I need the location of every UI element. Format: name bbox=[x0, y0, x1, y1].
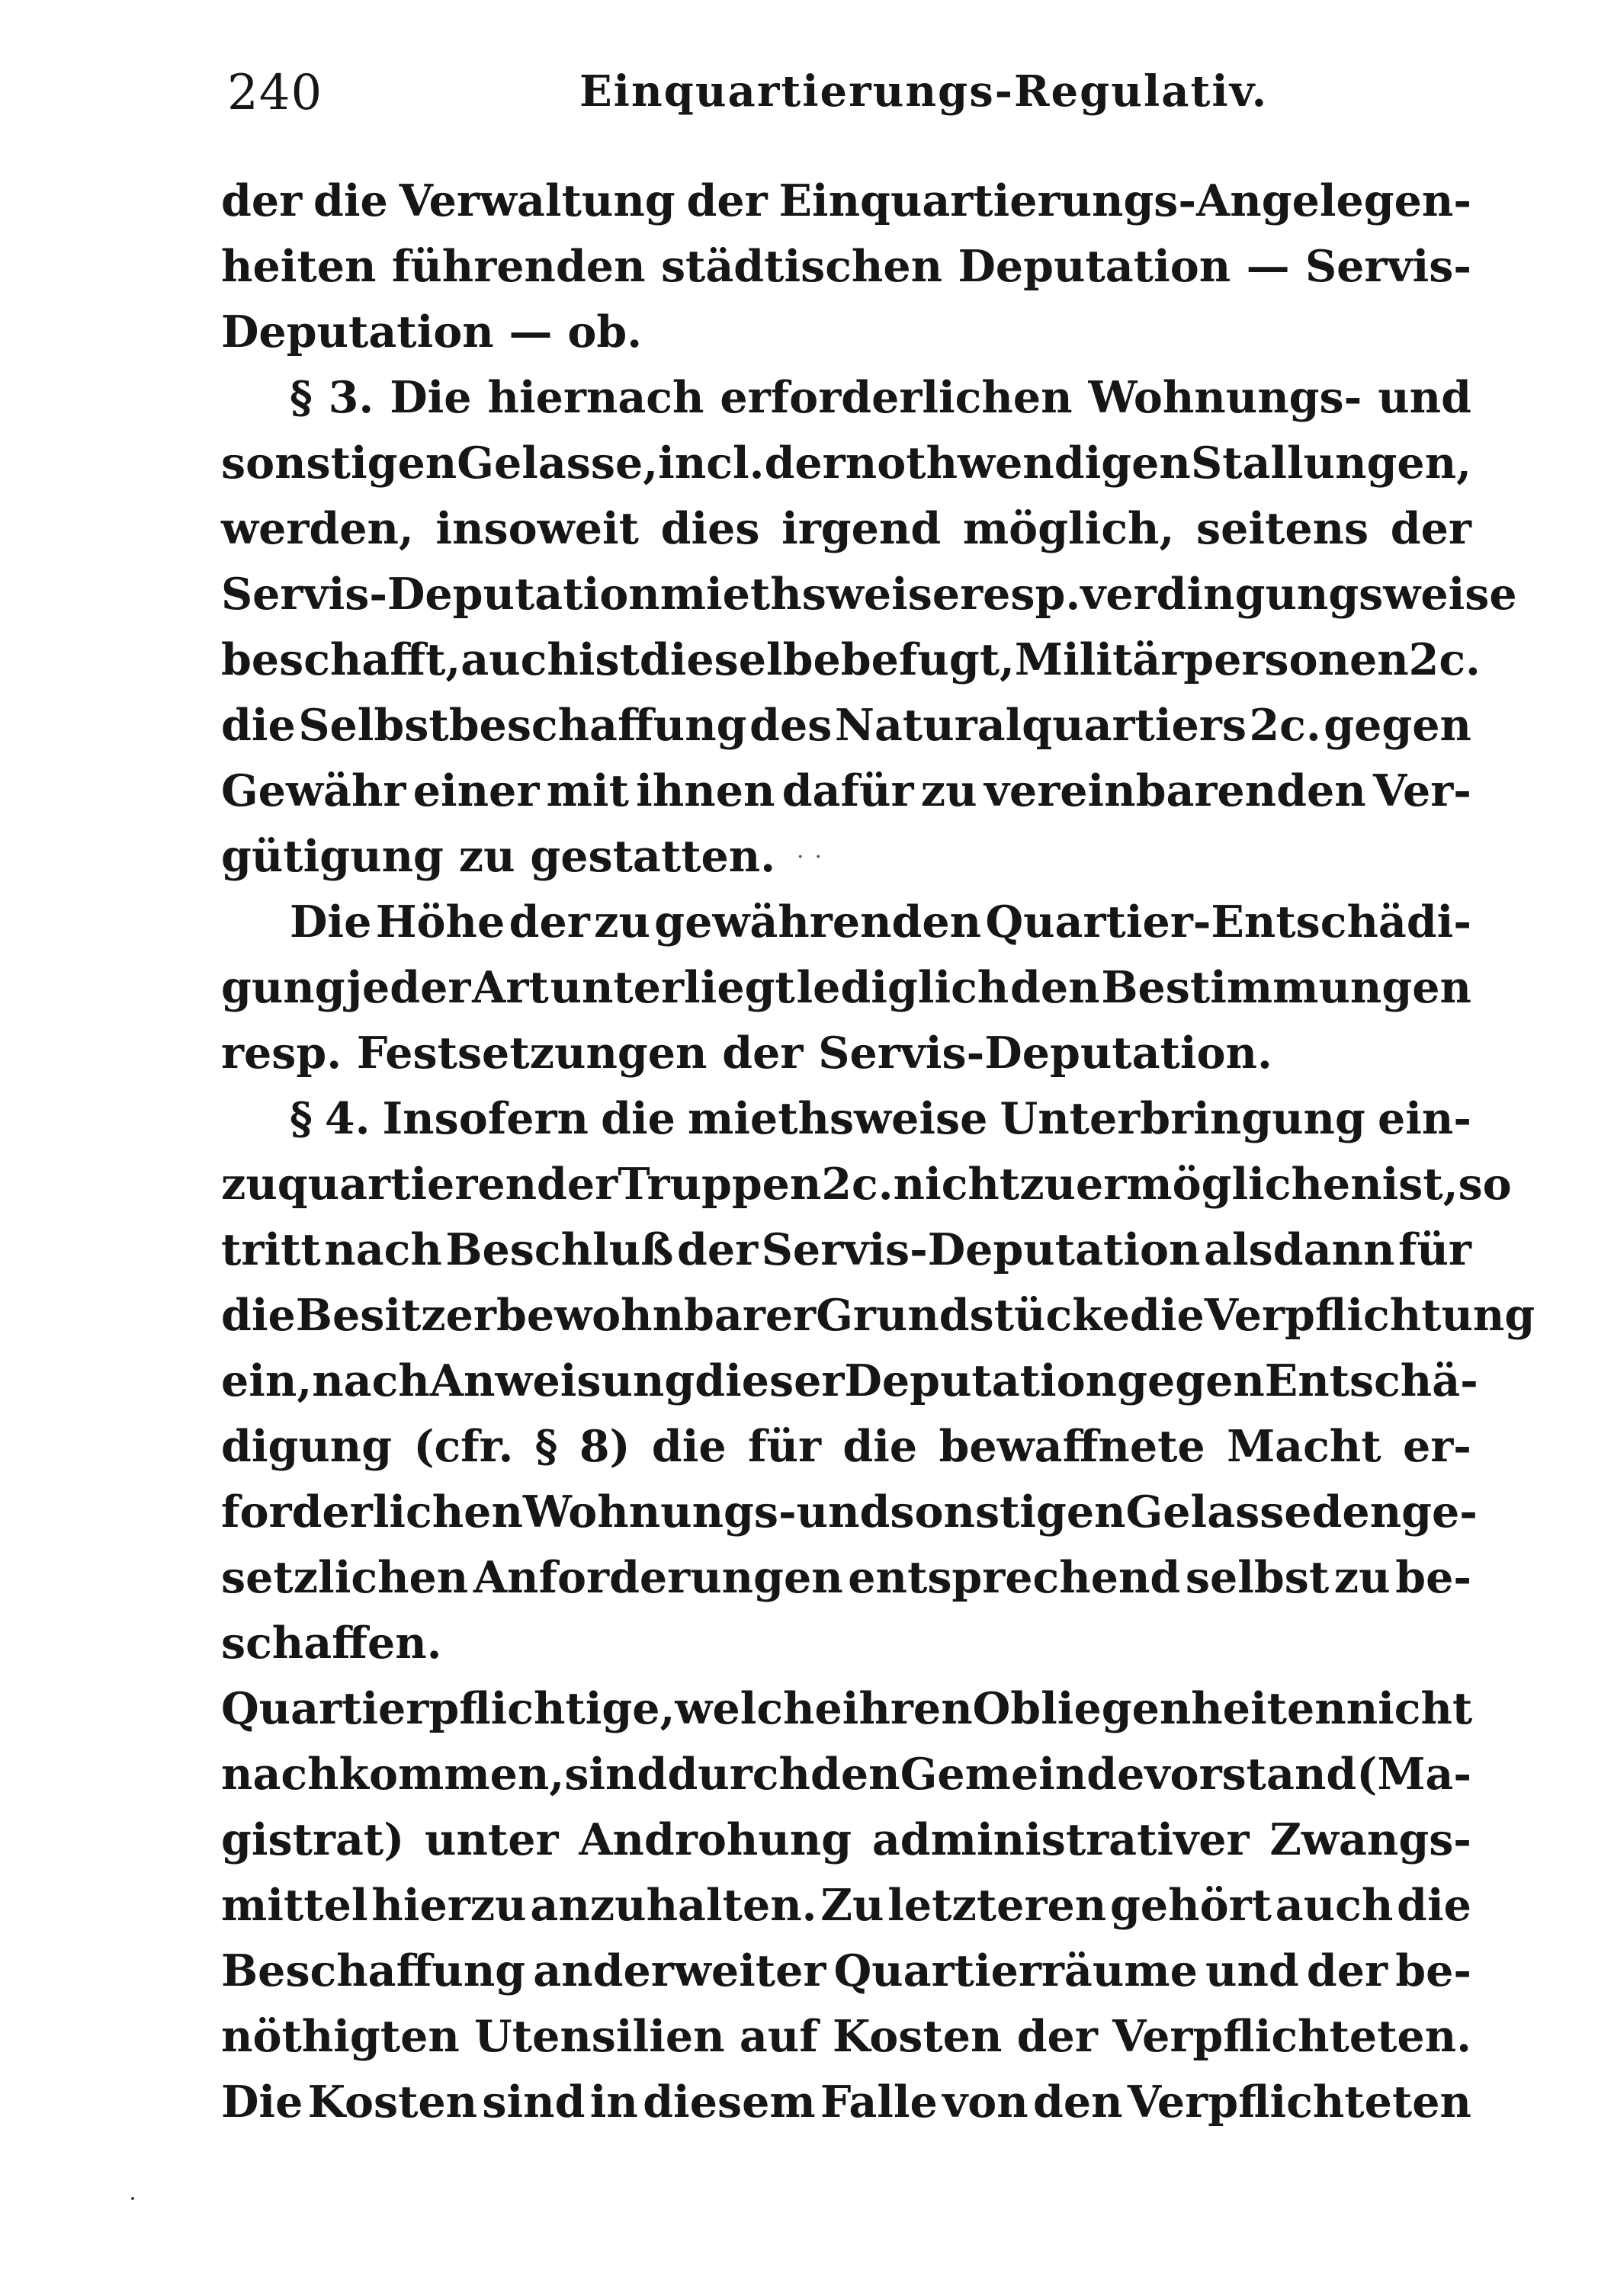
text-line: forderlichen Wohnungs- und sonstigen Gelasse den ge- bbox=[221, 1486, 1478, 1538]
text-line: die Besitzer bewohnbarer Grundstücke die Verpflichtung bbox=[221, 1290, 1535, 1341]
text-line: mittel hierzu anzuhalten. Zu letzteren gehört auch die bbox=[221, 1880, 1471, 1931]
text-line: Deputation — ob. bbox=[221, 306, 643, 358]
text-line: beschafft, auch ist dieselbe befugt, Militärpersonen 2c. bbox=[221, 634, 1481, 685]
page-number: 240 bbox=[227, 65, 323, 121]
text-line: ein, nach Anweisung dieser Deputation gegen Entschä- bbox=[221, 1355, 1478, 1406]
text-line: Beschaffung anderweiter Quartierräume und der be- bbox=[221, 1945, 1471, 1996]
stray-dots: ·· bbox=[797, 844, 833, 871]
text-line: digung (cfr. § 8) die für die bewaffnete Macht er- bbox=[221, 1421, 1471, 1472]
text-line: nachkommen, sind durch den Gemeindevorstand (Ma- bbox=[221, 1749, 1471, 1800]
text-line: tritt nach Beschluß der Servis-Deputation alsdann für bbox=[221, 1224, 1471, 1275]
text-line: Die Kosten sind in diesem Falle von den Verpflichteten bbox=[221, 2076, 1471, 2128]
stray-dot bbox=[131, 2197, 134, 2200]
text-line: § 4. Insofern die miethsweise Unterbringung ein- bbox=[290, 1093, 1471, 1144]
text-line: nöthigten Utensilien auf Kosten der Verpflichteten. bbox=[221, 2011, 1471, 2062]
text-line: gung jeder Art unterliegt lediglich den Bestimmungen bbox=[221, 962, 1471, 1013]
text-line: setzlichen Anforderungen entsprechend selbst zu be- bbox=[221, 1552, 1471, 1603]
text-line: zuquartierender Truppen 2c. nicht zu ermöglichen ist, so bbox=[221, 1159, 1512, 1210]
text-line: Gewähr einer mit ihnen dafür zu vereinbarenden Ver- bbox=[221, 765, 1471, 816]
text-line: die Selbstbeschaffung des Naturalquartiers 2c. gegen bbox=[221, 700, 1471, 751]
text-line: § 3. Die hiernach erforderlichen Wohnungs- und bbox=[290, 372, 1471, 423]
text-line: Die Höhe der zu gewährenden Quartier-Entschädi- bbox=[290, 896, 1471, 948]
text-line: der die Verwaltung der Einquartierungs-Angelegen- bbox=[221, 175, 1471, 226]
text-line: schaffen. bbox=[221, 1618, 442, 1669]
text-line: heiten führenden städtischen Deputation — Servis- bbox=[221, 241, 1471, 292]
text-line: gütigung zu gestatten. bbox=[221, 831, 776, 882]
text-line: werden, insoweit dies irgend möglich, seitens der bbox=[221, 503, 1471, 554]
text-line: Servis-Deputation miethsweise resp. verdingungsweise bbox=[221, 569, 1517, 620]
running-head: Einquartierungs-Regulativ. bbox=[579, 66, 1269, 117]
text-line: resp. Festsetzungen der Servis-Deputation. bbox=[221, 1028, 1272, 1079]
text-line: sonstigen Gelasse, incl. der nothwendigen Stallungen, bbox=[221, 438, 1471, 489]
text-line: Quartierpflichtige, welche ihren Obliegenheiten nicht bbox=[221, 1683, 1473, 1734]
text-line: gistrat) unter Androhung administrativer Zwangs- bbox=[221, 1814, 1471, 1865]
